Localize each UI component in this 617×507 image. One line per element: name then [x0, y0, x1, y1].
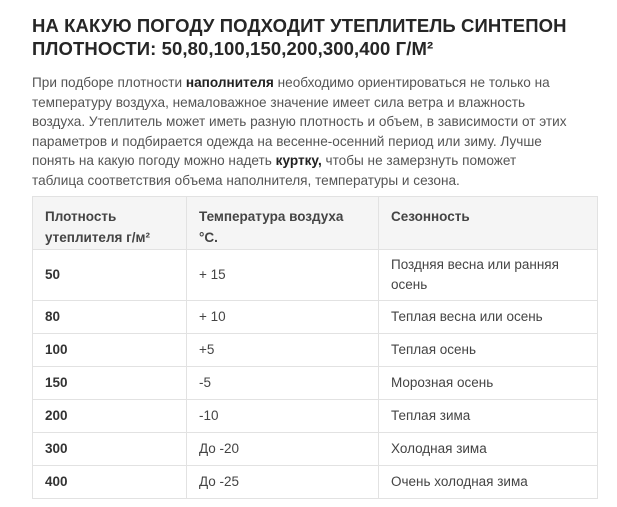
intro-paragraph [32, 73, 600, 191]
intro-line-3: воздуха. Утеплитель может иметь разную плотность и объем, в зависимости от этих [32, 114, 567, 130]
intro-text: чтобы не замерзнуть поможет [321, 153, 517, 169]
density-table-body [33, 250, 598, 499]
table-row [33, 367, 598, 400]
article-title [32, 14, 600, 60]
header-density-line-2: утеплителя г/м² [45, 230, 151, 245]
season-cell: Теплая зима [379, 400, 598, 433]
season-cell: Теплая осень [379, 334, 598, 367]
temperature-cell: До -20 [187, 433, 379, 466]
intro-line-4: параметров и подбирается одежда на весенне-осенний период или зиму. Лучше [32, 133, 542, 149]
density-cell: 400 [33, 466, 187, 499]
season-cell: Морозная осень [379, 367, 598, 400]
season-line-1: Поздняя весна или ранняя [391, 257, 559, 272]
table-row [33, 301, 598, 334]
intro-line-1 [32, 73, 600, 93]
temperature-cell: До -25 [187, 466, 379, 499]
header-season: Сезонность [379, 197, 598, 250]
temperature-cell: -10 [187, 400, 379, 433]
season-cell [379, 250, 598, 301]
temperature-cell: +5 [187, 334, 379, 367]
density-table-head [33, 197, 598, 250]
density-cell: 150 [33, 367, 187, 400]
intro-line-5 [32, 151, 600, 171]
header-row [33, 197, 598, 250]
density-cell: 80 [33, 301, 187, 334]
density-cell: 100 [33, 334, 187, 367]
header-temperature [187, 197, 379, 250]
intro-text: При подборе плотности [32, 75, 186, 90]
season-cell: Холодная зима [379, 433, 598, 466]
season-cell: Теплая весна или осень [379, 301, 598, 334]
header-temperature-line-1: Температура воздуха [199, 209, 344, 224]
season-line-2: осень [391, 277, 428, 292]
temperature-cell: + 15 [187, 250, 379, 301]
filler-keyword: наполнителя [185, 75, 274, 90]
intro-line-2: температуру воздуха, немаловажное значение имеет сила ветра и влажность [32, 94, 526, 110]
density-table [32, 196, 598, 499]
table-row [33, 400, 598, 433]
table-row [33, 433, 598, 466]
article-title-line-2: ПЛОТНОСТИ: 50,80,100,150,200,300,400 Г/М² [32, 38, 434, 59]
season-cell: Очень холодная зима [379, 466, 598, 499]
table-row [33, 250, 598, 301]
header-temperature-line-2: °С. [199, 230, 218, 245]
article-title-line-1: НА КАКУЮ ПОГОДУ ПОДХОДИТ УТЕПЛИТЕЛЬ СИНТЕПОН [32, 15, 567, 36]
intro-text: необходимо ориентироваться не только на [273, 75, 550, 90]
table-row [33, 334, 598, 367]
intro-line-6: таблица соответствия объема наполнителя, температуры и сезона. [32, 172, 460, 188]
intro-text: понять на какую погоду можно надеть [32, 153, 276, 169]
temperature-cell: + 10 [187, 301, 379, 334]
table-row [33, 466, 598, 499]
header-density [33, 197, 187, 250]
density-cell: 200 [33, 400, 187, 433]
jacket-keyword: куртку, [275, 153, 322, 169]
density-cell: 300 [33, 433, 187, 466]
header-density-line-1: Плотность [45, 209, 117, 224]
density-cell: 50 [33, 250, 187, 301]
temperature-cell: -5 [187, 367, 379, 400]
article [32, 0, 600, 489]
